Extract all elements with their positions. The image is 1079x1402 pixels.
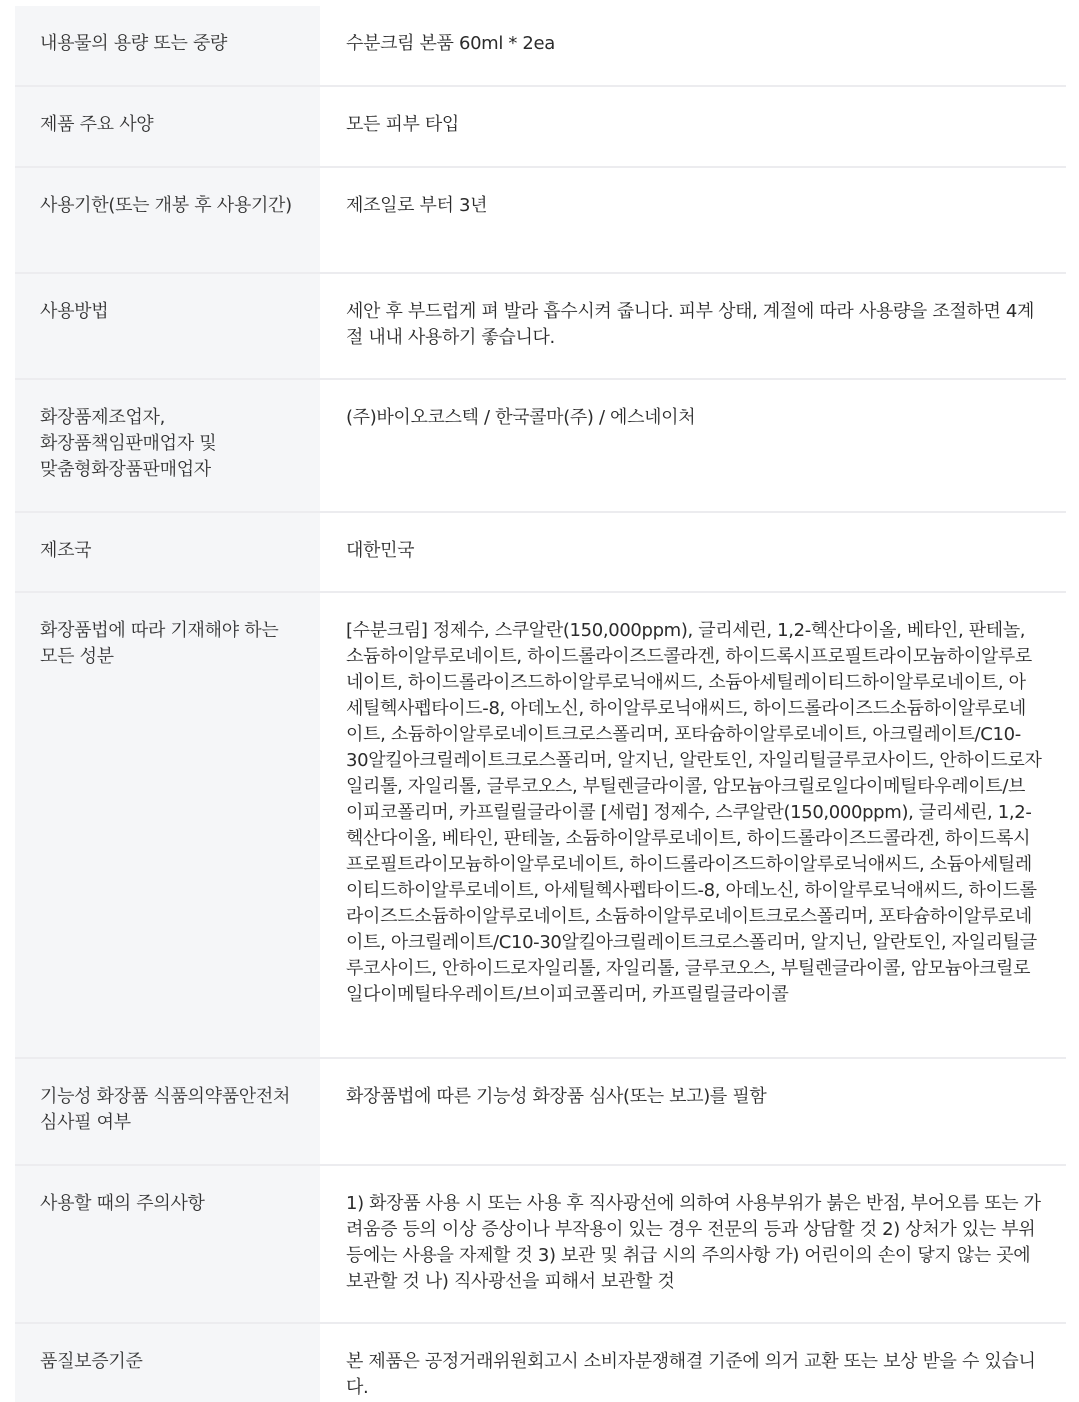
info-value: 모든 피부 타입 <box>346 114 459 135</box>
info-value: 본 제품은 공정거래위원회고시 소비자분쟁해결 기준에 의거 교환 또는 보상 받을 수 있습니다. <box>346 1351 1036 1398</box>
info-label: 제품 주요 사양 <box>15 87 320 166</box>
info-value: 화장품법에 따른 기능성 화장품 심사(또는 보고)를 필함 <box>346 1086 767 1107</box>
info-value: (주)바이오코스텍 / 한국콜마(주) / 에스네이처 <box>346 407 696 428</box>
info-row-ingredients <box>15 593 1066 1059</box>
info-row-functional <box>15 1059 1066 1166</box>
info-row-usage <box>15 274 1066 380</box>
info-row-capacity <box>15 6 1066 87</box>
info-row-warranty <box>15 1324 1066 1402</box>
info-label: 제조국 <box>15 513 320 591</box>
info-label: 화장품제조업자,화장품책임판매업자 및 맞춤형화장품판매업자 <box>15 380 320 511</box>
info-label: 기능성 화장품 식품의약품안전처 심사필 여부 <box>15 1059 320 1164</box>
info-label: 사용기한(또는 개봉 후 사용기간) <box>15 168 320 272</box>
info-label: 품질보증기준 <box>15 1324 320 1402</box>
info-row-precautions <box>15 1166 1066 1324</box>
info-value: 1) 화장품 사용 시 또는 사용 후 직사광선에 의하여 사용부위가 붉은 반점, 부어오름 또는 가려움증 등의 이상 증상이나 부작용이 있는 경우 전문의 등과 상담할 것 2) 상처가 있는 부위 등에는 사용을 자제할 것 3) 보관 및 취급 시의 주의사항 가) 어린이의 손이 닿지 않는 곳에 보관할 것 나) 직사광선을 피해서 보관할 것 <box>346 1193 1041 1292</box>
info-value: 세안 후 부드럽게 펴 발라 흡수시켜 줍니다. 피부 상태, 계절에 따라 사용량을 조절하면 4계절 내내 사용하기 좋습니다. <box>346 301 1035 348</box>
info-value: 수분크림 본품 60ml * 2ea <box>346 33 555 54</box>
info-row-spec <box>15 87 1066 168</box>
info-label: 사용방법 <box>15 274 320 378</box>
info-label: 내용물의 용량 또는 중량 <box>15 6 320 85</box>
info-value: [수분크림] 정제수, 스쿠알란(150,000ppm), 글리세린, 1,2-헥산다이올, 베타인, 판테놀, 소듐하이알루로네이트, 하이드롤라이즈드콜라겐, 하이드록시프로필트라이모늄하이알루로네이트, 하이드롤라이즈드하이알루로닉애씨드, 소듐아세틸레이티드하이알루로네이트, 아세틸헥사펩타이드-8, 아데노신, 하이알루로닉애씨드, 하이드롤라이즈드소듐하이알루로네이트, 소듐하이알루로네이트크로스폴리머, 포타슘하이알루로네이트, 아크릴레이트/C10-30알킬아크릴레이트크로스폴리머, 알지닌, 알란토인, 자일리틸글루코사이드, 안하이드로자일리톨, 자일리톨, 글루코오스, 부틸렌글라이콜, 암모늄아크릴로일다이메틸타우레이트/브이피코폴리머, 카프릴릴글라이콜 [세럼] 정제수, 스쿠알란(150,000ppm), 글리세린, 1,2-헥산다이올, 베타인, 판테놀, 소듐하이알루로네이트, 하이드롤라이즈드콜라겐, 하이드록시프로필트라이모늄하이알루로네이트, 하이드롤라이즈드하이알루로닉애씨드, 소듐아세틸레이티드하이알루로네이트, 아세틸헥사펩타이드-8, 아데노신, 하이알루로닉애씨드, 하이드롤라이즈드소듐하이알루로네이트, 소듐하이알루로네이트크로스폴리머, 포타슘하이알루로네이트, 아크릴레이트/C10-30알킬아크릴레이트크로스폴리머, 알지닌, 알란토인, 자일리틸글루코사이드, 안하이드로자일리톨, 자일리톨, 글루코오스, 부틸렌글라이콜, 암모늄아크릴로일다이메틸타우레이트/브이피코폴리머, 카프릴릴글라이콜 <box>346 620 1042 1005</box>
info-row-country <box>15 513 1066 593</box>
info-row-manufacturer <box>15 380 1066 513</box>
info-row-expiry <box>15 168 1066 274</box>
info-label: 사용할 때의 주의사항 <box>15 1166 320 1322</box>
info-value: 대한민국 <box>346 540 415 561</box>
info-label: 화장품법에 따라 기재해야 하는 모든 성분 <box>15 593 320 1057</box>
info-value: 제조일로 부터 3년 <box>346 195 488 216</box>
product-info-table <box>15 6 1066 1402</box>
